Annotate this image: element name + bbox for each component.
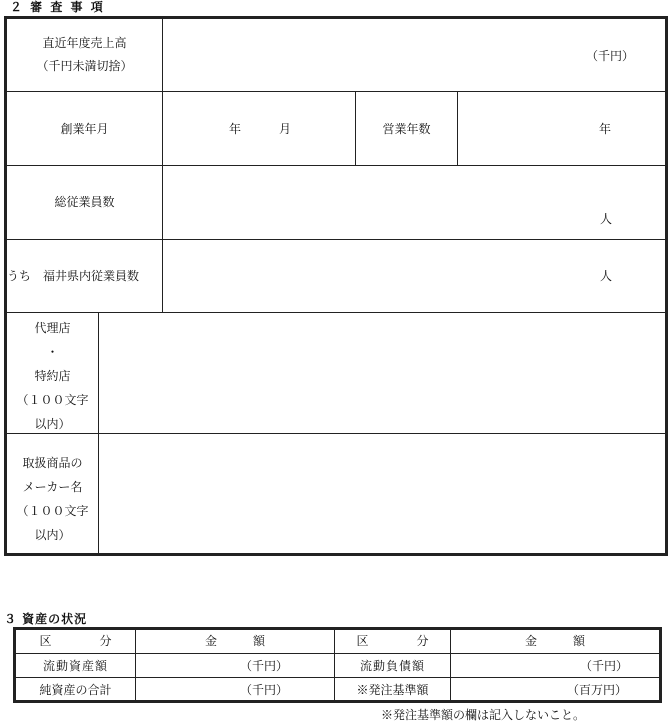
founded-month-unit: 月 bbox=[279, 122, 292, 136]
founded-input-cell[interactable] bbox=[163, 92, 355, 165]
maker-label: 取扱商品の メーカー名 （１００文字 以内） bbox=[16, 456, 89, 542]
employees-unit: 人 bbox=[600, 212, 613, 226]
net-assets-unit: （千円） bbox=[240, 683, 289, 697]
kubun-header-left: 区 分 bbox=[39, 634, 112, 648]
founded-label: 創業年月 bbox=[60, 122, 109, 136]
sales-label-note: （千円未満切捨） bbox=[36, 59, 133, 73]
maker-input-cell[interactable] bbox=[99, 434, 665, 553]
section-3-heading: ３ 資産の状況 bbox=[4, 612, 88, 626]
business-years-label: 営業年数 bbox=[382, 122, 431, 136]
employees-label: 総従業員数 bbox=[54, 195, 115, 209]
order-standard-unit: （百万円） bbox=[567, 683, 628, 697]
current-assets-unit: （千円） bbox=[240, 659, 289, 673]
business-years-unit: 年 bbox=[599, 122, 612, 136]
agency-input-cell[interactable] bbox=[99, 313, 665, 433]
net-assets-input[interactable] bbox=[136, 678, 334, 700]
sales-label: 直近年度売上高 bbox=[42, 36, 127, 50]
current-assets-label: 流動資産額 bbox=[42, 659, 108, 673]
section-2-heading: ２ 審 査 事 項 bbox=[10, 0, 105, 14]
kingaku-header-right: 金 額 bbox=[524, 634, 585, 648]
order-standard-cell bbox=[451, 678, 659, 700]
fukui-employees-input-cell[interactable] bbox=[163, 240, 665, 312]
founded-year-unit: 年 bbox=[229, 122, 242, 136]
net-assets-label: 純資産の合計 bbox=[39, 683, 112, 697]
order-standard-label: ※発注基準額 bbox=[356, 683, 429, 697]
current-liabilities-unit: （千円） bbox=[580, 659, 629, 673]
fukui-employees-unit: 人 bbox=[600, 269, 613, 283]
kingaku-header-left: 金 額 bbox=[204, 634, 265, 648]
sales-unit: （千円） bbox=[586, 49, 635, 63]
order-standard-note: ※発注基準額の欄は記入しないこと。 bbox=[381, 708, 586, 722]
business-years-input-cell[interactable] bbox=[458, 92, 665, 165]
current-liabilities-label: 流動負債額 bbox=[359, 659, 425, 673]
agency-label: 代理店 ・ 特約店 （１００文字 以内） bbox=[16, 321, 89, 431]
current-assets-input[interactable] bbox=[136, 654, 334, 677]
kubun-header-right: 区 分 bbox=[356, 634, 429, 648]
employees-input-cell[interactable] bbox=[163, 166, 665, 239]
fukui-employees-label: うち 福井県内従業員数 bbox=[7, 269, 140, 283]
